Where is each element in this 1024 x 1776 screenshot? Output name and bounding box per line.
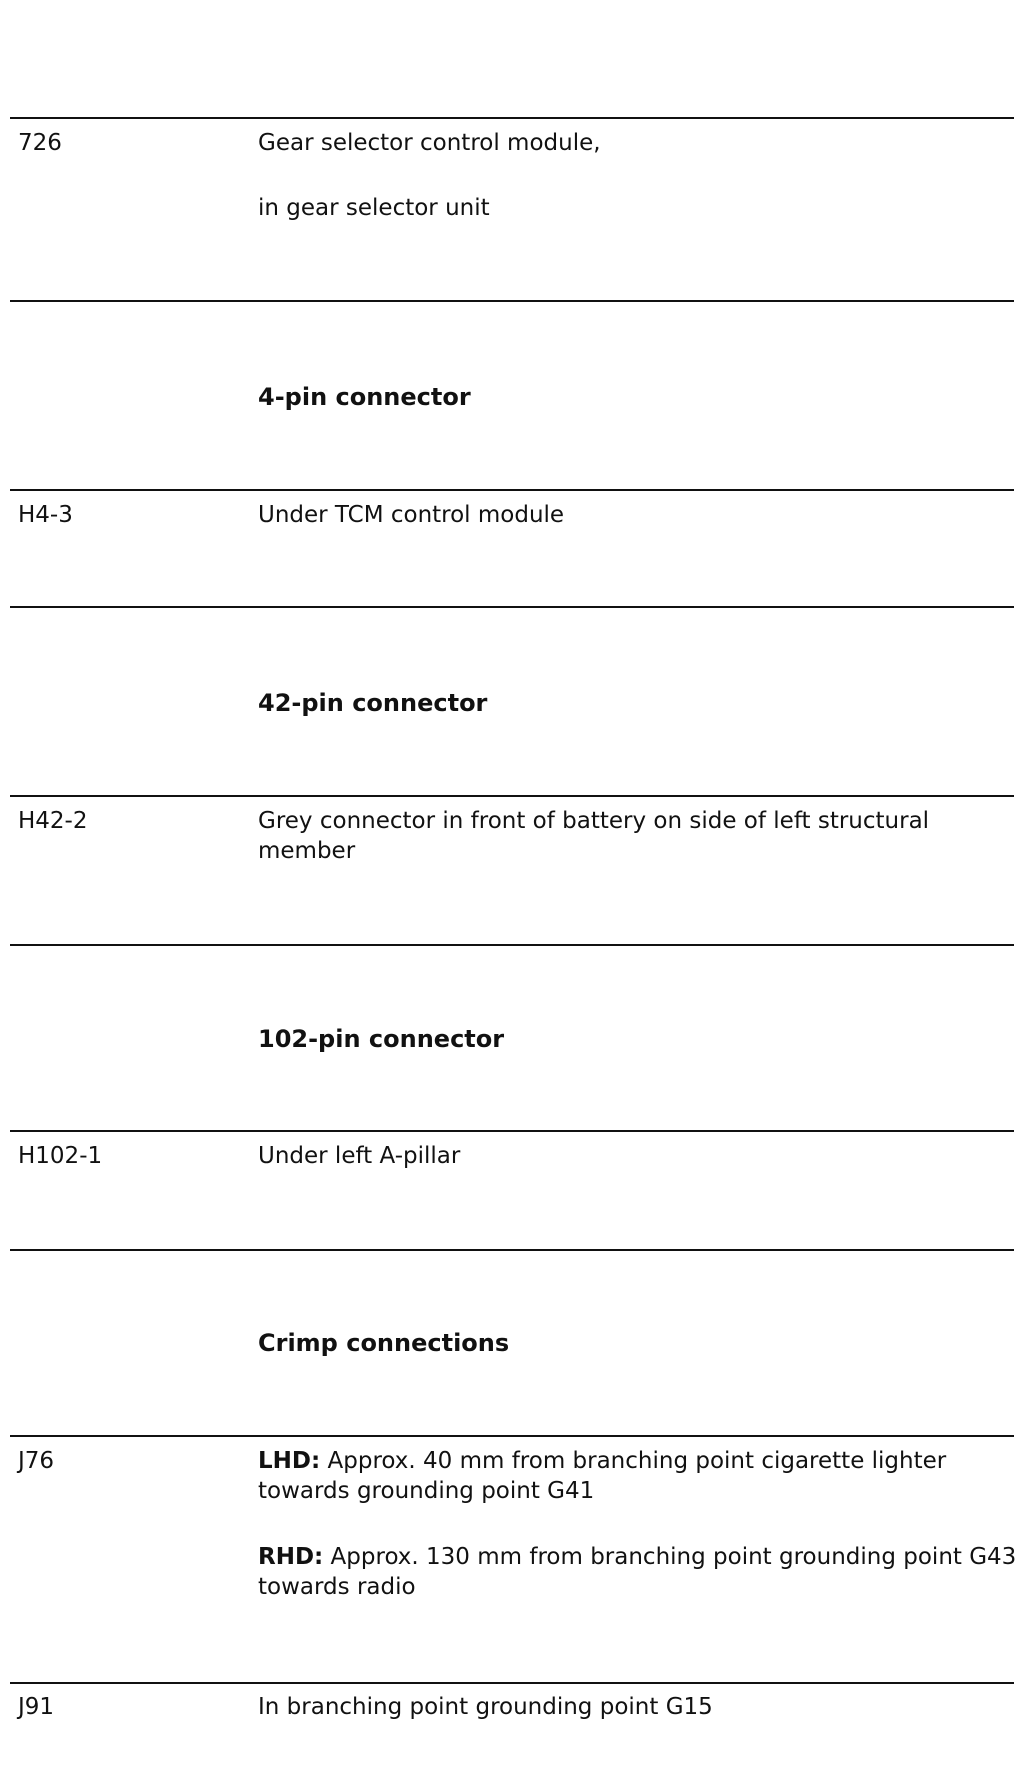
section-heading-42-pin: 42-pin connector: [258, 689, 488, 717]
location-description: Under TCM control module: [258, 502, 565, 528]
section-heading-crimp-connections: Crimp connections: [258, 1329, 510, 1357]
location-code: J91: [18, 1694, 55, 1720]
section-divider: [10, 606, 1014, 608]
section-divider: [10, 1249, 1014, 1251]
note-prefix-lhd: LHD:: [258, 1448, 321, 1474]
row-divider: [10, 1435, 1014, 1437]
location-description: In branching point grounding point G15: [258, 1694, 713, 1720]
location-code: H102-1: [18, 1143, 103, 1169]
location-description-line-2: in gear selector unit: [258, 195, 490, 221]
section-divider: [10, 300, 1014, 302]
note-prefix-rhd: RHD:: [258, 1544, 324, 1570]
section-heading-4-pin: 4-pin connector: [258, 383, 471, 411]
row-divider: [10, 117, 1014, 119]
section-divider: [10, 944, 1014, 946]
location-description: Under left A-pillar: [258, 1143, 461, 1169]
note-text-rhd: Approx. 130 mm from branching point grounding point G43 towards radio: [258, 1544, 1017, 1600]
row-divider: [10, 795, 1014, 797]
row-divider: [10, 489, 1014, 491]
note-text-lhd: Approx. 40 mm from branching point cigarette lighter towards grounding point G41: [258, 1448, 947, 1504]
location-code: H4-3: [18, 502, 73, 528]
location-description: Grey connector in front of battery on side of left structural member: [258, 808, 930, 864]
location-code: H42-2: [18, 808, 88, 834]
location-description-line-1: Gear selector control module,: [258, 130, 601, 156]
row-divider: [10, 1682, 1014, 1684]
row-divider: [10, 1130, 1014, 1132]
section-heading-102-pin: 102-pin connector: [258, 1025, 505, 1053]
location-note-lhd: [258, 1446, 998, 1506]
location-note-rhd: [258, 1542, 1018, 1602]
location-code: J76: [18, 1448, 55, 1474]
location-code: 726: [18, 130, 62, 156]
